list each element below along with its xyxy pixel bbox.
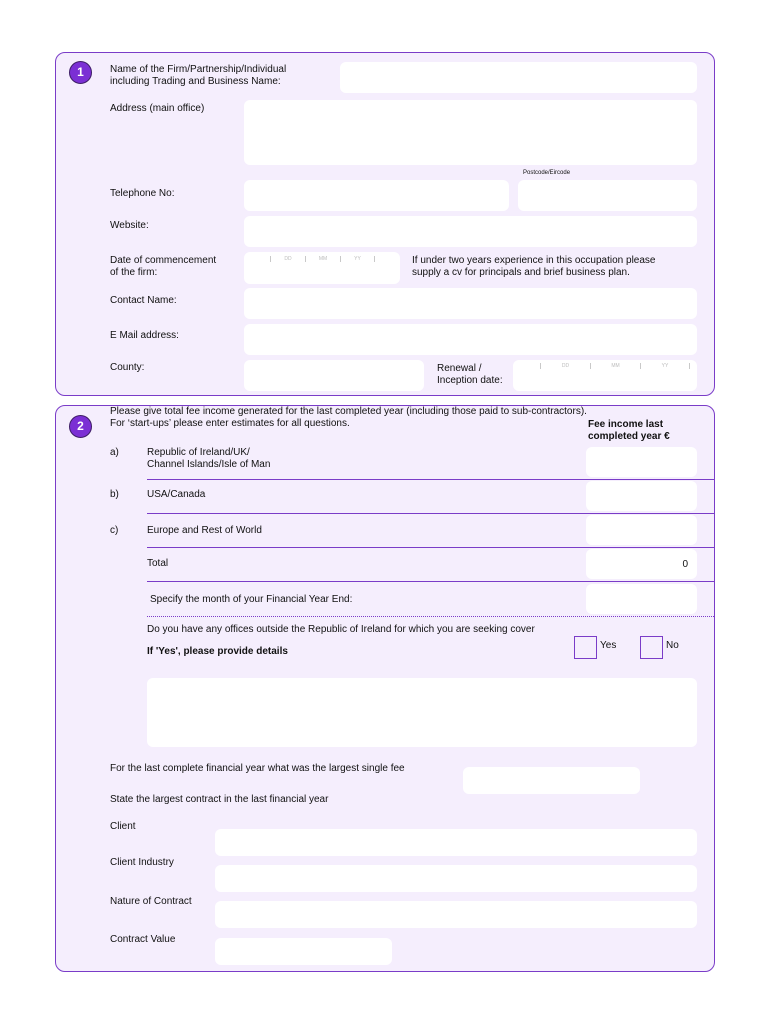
county-label: County: — [110, 362, 145, 373]
renewal-date-label-line2: Inception date: — [437, 375, 503, 386]
commencement-date-label — [110, 255, 216, 279]
largest-fee-label: For the last complete financial year what was the largest single fee — [110, 763, 405, 774]
offices-details-prompt: If 'Yes', please provide details — [147, 646, 288, 657]
address-input[interactable] — [244, 100, 697, 165]
largest-fee-input[interactable] — [463, 767, 640, 794]
row-divider — [147, 581, 714, 582]
region-letter-a: a) — [110, 447, 119, 458]
contact-name-input[interactable] — [244, 288, 697, 319]
total-input[interactable] — [586, 549, 697, 579]
postcode-label: Postcode/Eircode — [523, 170, 571, 176]
fee-intro-line2: For ‘start-ups’ please enter estimates for all questions. — [110, 418, 350, 429]
region-label-c: Europe and Rest of World — [147, 525, 262, 536]
experience-note — [412, 255, 655, 279]
offices-details-input[interactable] — [147, 678, 697, 747]
fee-intro-line1: Please give total fee income generated for the last completed year (including those paid to sub-contractors). — [110, 406, 587, 417]
experience-note-line2: supply a cv for principals and brief business plan. — [412, 267, 630, 278]
offices-yes-checkbox[interactable] — [574, 636, 597, 659]
contact-name-label: Contact Name: — [110, 295, 177, 306]
section-2-fee-income — [55, 405, 715, 972]
offices-no-label: No — [666, 640, 679, 651]
region-label-a-line2: Channel Islands/Isle of Man — [147, 459, 271, 470]
total-label: Total — [147, 558, 169, 569]
fee-europe-rest-input[interactable] — [586, 515, 697, 545]
offices-yes-label: Yes — [600, 640, 617, 651]
fee-column-header-line2: completed year € — [588, 431, 670, 442]
postcode-input[interactable] — [518, 180, 697, 211]
largest-contract-label: State the largest contract in the last financial year — [110, 794, 329, 805]
day-placeholder: DD — [540, 363, 590, 369]
region-label-b: USA/Canada — [147, 489, 206, 500]
region-letter-c: c) — [110, 525, 119, 536]
renewal-date-label — [437, 363, 503, 387]
client-industry-input[interactable] — [215, 865, 697, 892]
row-divider — [147, 547, 714, 548]
telephone-label: Telephone No: — [110, 188, 175, 199]
experience-note-line1: If under two years experience in this occupation please — [412, 255, 656, 266]
firm-name-label — [110, 64, 286, 88]
address-label: Address (main office) — [110, 103, 205, 114]
financial-year-end-label: Specify the month of your Financial Year End: — [150, 594, 353, 605]
commencement-date-placeholder — [270, 256, 375, 262]
commencement-date-input[interactable] — [244, 252, 400, 284]
offices-no-checkbox[interactable] — [640, 636, 663, 659]
nature-of-contract-label: Nature of Contract — [110, 896, 192, 907]
renewal-date-label-line1: Renewal / — [437, 363, 482, 374]
month-placeholder: MM — [590, 363, 640, 369]
fee-column-header — [588, 419, 670, 443]
section-1-firm-details — [55, 52, 715, 396]
region-label-a-line1: Republic of Ireland/UK/ — [147, 447, 250, 458]
firm-name-input[interactable] — [340, 62, 697, 93]
region-label-a — [147, 447, 270, 471]
renewal-date-input[interactable] — [513, 360, 697, 391]
commencement-date-label-line2: of the firm: — [110, 267, 158, 278]
fee-column-header-line1: Fee income last — [588, 419, 664, 430]
commencement-date-label-line1: Date of commencement — [110, 255, 217, 266]
fee-ireland-uk-input[interactable] — [586, 447, 697, 477]
day-placeholder: DD — [270, 256, 305, 262]
fee-usa-canada-input[interactable] — [586, 481, 697, 511]
telephone-input[interactable] — [244, 180, 509, 211]
client-input[interactable] — [215, 829, 697, 856]
month-placeholder: MM — [305, 256, 340, 262]
email-input[interactable] — [244, 324, 697, 355]
client-label: Client — [110, 821, 136, 832]
contract-value-input[interactable] — [215, 938, 392, 965]
region-letter-b: b) — [110, 489, 119, 500]
row-divider — [147, 616, 714, 617]
email-label: E Mail address: — [110, 330, 179, 341]
firm-name-label-line1: Name of the Firm/Partnership/Individual — [110, 64, 287, 75]
website-label: Website: — [110, 220, 149, 231]
nature-of-contract-input[interactable] — [215, 901, 697, 928]
financial-year-end-input[interactable] — [586, 584, 697, 614]
year-placeholder: YY — [640, 363, 690, 369]
firm-name-label-line2: including Trading and Business Name: — [110, 76, 281, 87]
county-input[interactable] — [244, 360, 424, 391]
offices-outside-question: Do you have any offices outside the Republic of Ireland for which you are seeking cover — [147, 624, 535, 635]
year-placeholder: YY — [340, 256, 375, 262]
row-divider — [147, 479, 714, 480]
row-divider — [147, 513, 714, 514]
contract-value-label: Contract Value — [110, 934, 176, 945]
section-number-badge: 1 — [69, 61, 92, 84]
client-industry-label: Client Industry — [110, 857, 174, 868]
renewal-date-placeholder — [540, 363, 690, 369]
website-input[interactable] — [244, 216, 697, 247]
section-number-badge: 2 — [69, 415, 92, 438]
